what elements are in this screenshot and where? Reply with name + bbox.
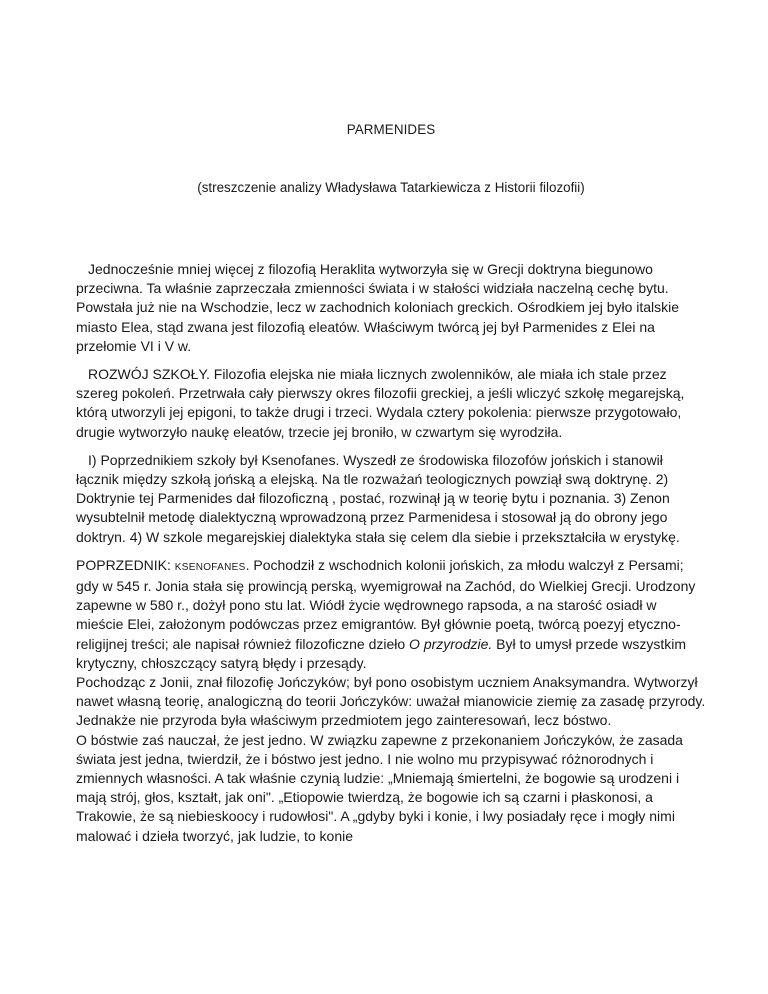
- paragraph-school-development: ROZWÓJ SZKOŁY. Filozofia elejska nie miała licznych zwolenników, ale miała ich stale przez szereg pokoleń. Przetrwała cały pierwszy okres filozofii greckiej, a jeśli wliczyć szkołę megarejską, którą utworzyli jej epigoni, to także drugi i trzeci. Wydala cztery pokolenia: pierwsze przygotowało, drugie wytworzyło naukę eleatów, trzecie jej broniło, w czwartym się wyrodziła.: [76, 366, 685, 440]
- paragraph-text: . Pochodził z wschodnich kolonii jońskich, za młodu walczył z Persami; gdy w 545 r. Jonia stała się prowincją perską, wyemigrował na Zachód, do Wielkiej Grecji. Urodzony zapewne w 580 r., dożył pono stu lat. Wiódł życie wędrownego rapsoda, a na starość osiadł w mieście Elei, założonym podówczas przez emigrantów. Był głównie poetą, twórcą poezyj etyczno-religijnej treści; ale napisał również filozoficzne dzieło: [76, 556, 696, 652]
- section-lead: POPRZEDNIK:: [76, 556, 175, 573]
- document-subtitle: (streszczenie analizy Władysława Tatarkiewicza z Historii filozofii): [197, 180, 585, 195]
- paragraph-ionian-origin: Pochodząc z Jonii, znał filozofię Jończyków; był pono osobistym uczniem Anaksymandra. Wytworzył nawet własną teorię, analogiczną do teorii Jończyków: uważał mianowicie ziemię za zasadę przyrody. Jednakże nie przyroda była właściwym przedmiotem jego zainteresowań, lecz bóstwo.: [76, 674, 706, 729]
- paragraph-intro: Jednocześnie mniej więcej z filozofią Heraklita wytworzyła się w Grecji doktryna biegunowo przeciwna. Ta właśnie zaprzeczała zmienności świata i w stałości widziała naczelną cechę bytu. Powstała już nie na Wschodzie, lecz w zachodnich koloniach greckich. Ośrodkiem jej było italskie miasto Elea, stąd zwana jest filozofią eleatów. Właściwym twórcą jej był Parmenides z Elei na przełomie VI i V w.: [76, 261, 680, 354]
- section-name: KSENOFANES: [174, 561, 246, 573]
- paragraph-deity: O bóstwie zaś nauczał, że jest jedno. W związku zapewne z przekonaniem Jończyków, że zasada świata jest jedna, twierdził, że i bóstwo jest jedno. I nie wolno mu przypisywać różnorodnych i zmiennych własności. A tak właśnie czynią ludzie: „Mniemają śmiertelni, że bogowie są urodzeni i mają strój, głos, kształt, jak oni". „Etiopowie twierdzą, że bogowie ich są czarni i płaskonosi, a Trakowie, że są niebieskoocy i rudowłosi". A „gdyby byki i konie, i lwy posiadały ręce i mogły nimi malować i dzieła tworzyć, jak ludzie, to konie: [76, 731, 683, 844]
- work-title: O przyrodzie.: [409, 635, 493, 652]
- paragraph-xenophanes: [76, 556, 706, 673]
- document-body: [76, 260, 706, 846]
- paragraph-text: Był to umysł przede wszystkim krytyczny, chłoszczący satyrą błędy i przesądy.: [76, 635, 687, 671]
- document-title: PARMENIDES: [346, 122, 436, 137]
- paragraph-generations: I) Poprzednikiem szkoły był Ksenofanes. Wyszedł ze środowiska filozofów jońskich i stanowił łącznik między szkołą jońską a elejską. Na tle rozważań teologicznych powziął swą doktrynę. 2) Doktrynie tej Parmenides dał filozoficzną , postać, rozwinął ją w teorię bytu i poznania. 3) Zenon wysubtelnił metodę dialektyczną wprowadzoną przez Parmenidesa i stosował ją do obrony jego doktryn. 4) W szkole megarejskiej dialektyka stała się celem dla siebie i przekształciła w erystykę.: [76, 451, 680, 545]
